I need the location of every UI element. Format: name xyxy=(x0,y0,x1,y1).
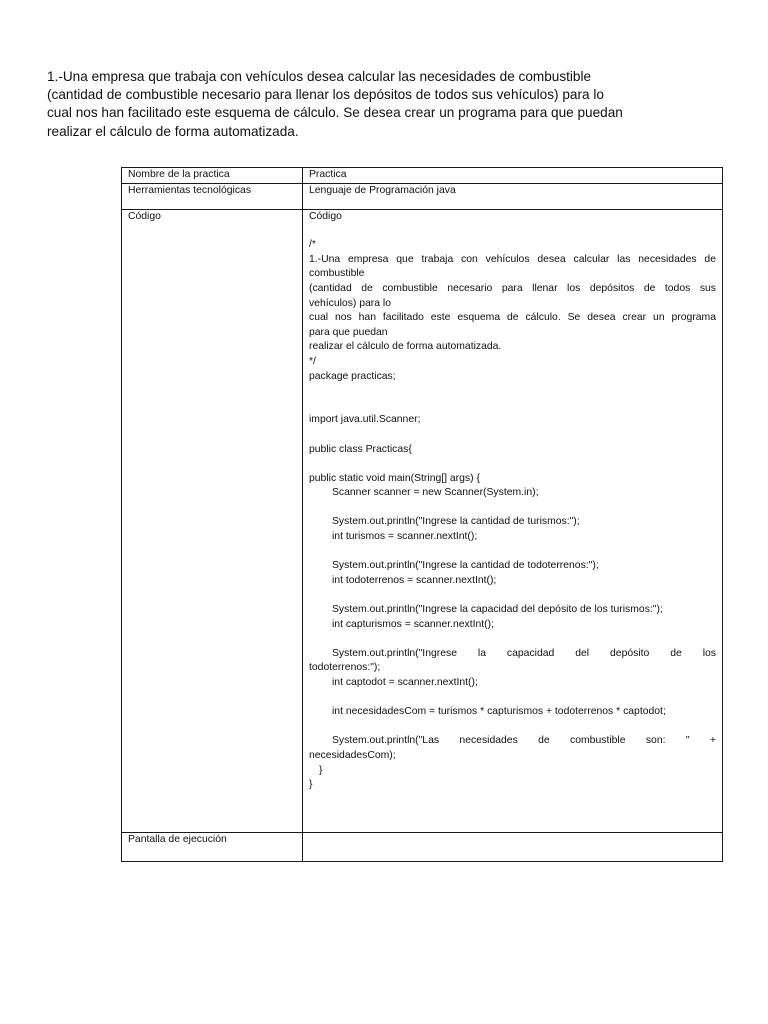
code-blank-line xyxy=(309,501,716,516)
code-line: package practicas; xyxy=(309,370,396,382)
execution-screen-value xyxy=(303,832,723,861)
table-row-tools xyxy=(122,183,723,209)
problem-statement-line: (cantidad de combustible necesario para llenar los depósitos de todos sus vehículos) para lo xyxy=(47,87,604,103)
table-row-execution-screen xyxy=(122,832,723,861)
code-blank-line xyxy=(309,384,716,399)
code-line: } xyxy=(319,764,323,776)
code-line: 1.-Una empresa que trabaja con vehículos desea calcular las necesidades de xyxy=(309,253,716,265)
code-line: int todoterrenos = scanner.nextInt(); xyxy=(332,574,497,586)
code-line: } xyxy=(309,779,313,791)
code-blank-line xyxy=(309,691,716,706)
code-blank-line xyxy=(309,632,716,647)
code-line: vehículos) para lo xyxy=(309,297,392,309)
problem-statement-line: realizar el cálculo de forma automatizada. xyxy=(47,123,299,139)
code-label: Código xyxy=(122,209,303,832)
code-line: /* xyxy=(309,239,316,251)
code-line: import java.util.Scanner; xyxy=(309,414,421,426)
code-line: System.out.println("Ingrese la capacidad del depósito de los turismos:"); xyxy=(332,604,663,616)
code-block xyxy=(309,238,716,793)
code-line: System.out.println("Ingrese la cantidad de turismos:"); xyxy=(332,516,580,528)
code-line: int capturismos = scanner.nextInt(); xyxy=(332,618,494,630)
code-line: System.out.println("Ingrese la capacidad del depósito de los xyxy=(332,647,716,659)
problem-statement-line: 1.-Una empresa que trabaja con vehículos desea calcular las necesidades de combustible xyxy=(47,69,592,84)
code-line: */ xyxy=(309,355,316,367)
code-line: para que puedan xyxy=(309,326,388,338)
code-blank-line xyxy=(309,720,716,735)
tools-label: Herramientas tecnológicas xyxy=(122,183,303,209)
practice-name-label: Nombre de la practica xyxy=(122,168,303,184)
execution-screen-label: Pantalla de ejecución xyxy=(122,832,303,861)
code-line: cual nos han facilitado este esquema de cálculo. Se desea crear un programa xyxy=(309,312,716,324)
code-line: todoterrenos:"); xyxy=(309,662,381,674)
code-blank-line xyxy=(309,545,716,560)
code-line: combustible xyxy=(309,268,365,280)
code-line: int captodot = scanner.nextInt(); xyxy=(332,677,478,688)
code-line: realizar el cálculo de forma automatizada. xyxy=(309,341,502,353)
practice-table xyxy=(121,167,723,862)
table-row-practice-name xyxy=(122,168,723,184)
tools-value: Lenguaje de Programación java xyxy=(303,183,723,209)
code-line: public static void main(String[] args) { xyxy=(309,472,480,484)
code-line: (cantidad de combustible necesario para llenar los depósitos de todos sus xyxy=(309,282,716,294)
code-blank-line xyxy=(309,457,716,472)
code-blank-line xyxy=(309,588,716,603)
code-blank-line xyxy=(309,399,716,414)
code-line: int turismos = scanner.nextInt(); xyxy=(332,531,478,543)
code-line: public class Practicas{ xyxy=(309,443,412,455)
code-line: Scanner scanner = new Scanner(System.in); xyxy=(332,487,539,499)
table-row-code xyxy=(122,209,723,832)
problem-statement-line: cual nos han facilitado este esquema de cálculo. Se desea crear un programa para que puedan xyxy=(47,105,623,121)
problem-statement xyxy=(47,68,677,141)
code-line: System.out.println("Las necesidades de combustible son: " + xyxy=(332,735,716,747)
code-cell xyxy=(303,209,723,832)
code-blank-line xyxy=(309,428,716,443)
practice-name-value: Practica xyxy=(303,168,723,184)
code-line: int necesidadesCom = turismos * capturismos + todoterrenos * captodot; xyxy=(332,706,666,718)
code-line: necesidadesCom); xyxy=(309,749,396,761)
code-heading: Código xyxy=(309,210,342,222)
code-line: System.out.println("Ingrese la cantidad de todoterrenos:"); xyxy=(332,560,599,572)
